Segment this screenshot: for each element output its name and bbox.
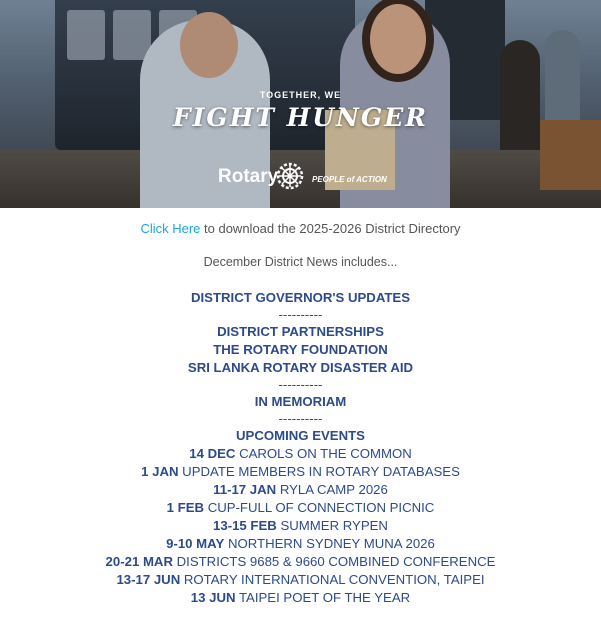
event-name: ROTARY INTERNATIONAL CONVENTION, TAIPEI	[180, 572, 485, 587]
event-date: 13-17 JUN	[116, 572, 181, 587]
section-in-memoriam[interactable]: IN MEMORIAM	[254, 394, 347, 409]
separator: ----------	[278, 307, 323, 322]
event-item[interactable]	[0, 553, 601, 571]
section-sri-lanka-aid[interactable]: SRI LANKA ROTARY DISASTER AID	[187, 360, 414, 375]
separator: ----------	[278, 377, 323, 392]
event-date: 13-15 FEB	[213, 518, 277, 533]
hero-banner	[0, 0, 601, 208]
section-governor-updates[interactable]: DISTRICT GOVERNOR'S UPDATES	[190, 290, 411, 305]
hero-tagline-small: TOGETHER, WE	[259, 90, 342, 100]
event-name: CAROLS ON THE COMMON	[235, 446, 412, 461]
event-item[interactable]	[0, 481, 601, 499]
event-date: 9-10 MAY	[166, 536, 225, 551]
click-here-link[interactable]: Click Here	[140, 221, 201, 236]
event-date: 11-17 JAN	[213, 482, 277, 497]
event-date: 1 JAN	[141, 464, 179, 479]
rotary-wheel-icon	[276, 162, 304, 190]
separator: ----------	[278, 411, 323, 426]
event-name: CUP-FULL OF CONNECTION PICNIC	[204, 500, 435, 515]
hero-tagline-big: FIGHT HUNGER	[172, 103, 429, 132]
event-item[interactable]	[0, 517, 601, 535]
section-upcoming-events[interactable]: UPCOMING EVENTS	[236, 428, 365, 443]
people-of-action-text: PEOPLE of ACTION	[312, 175, 387, 184]
event-date: 1 FEB	[166, 500, 205, 515]
directory-download-line	[0, 221, 601, 236]
rotary-logo-text: Rotary	[218, 166, 279, 187]
event-name: SUMMER RYPEN	[276, 518, 388, 533]
event-date: 14 DEC	[189, 446, 236, 461]
event-item[interactable]	[0, 535, 601, 553]
event-date: 13 JUN	[190, 590, 236, 605]
event-name: DISTRICTS 9685 & 9660 COMBINED CONFERENCE	[172, 554, 496, 569]
event-name: NORTHERN SYDNEY MUNA 2026	[224, 536, 435, 551]
section-district-partnerships[interactable]: DISTRICT PARTNERSHIPS	[217, 324, 384, 339]
newsletter-contents	[0, 289, 601, 607]
section-rotary-foundation[interactable]: THE ROTARY FOUNDATION	[213, 342, 388, 357]
event-name: TAIPEI POET OF THE YEAR	[235, 590, 411, 605]
event-item[interactable]	[0, 571, 601, 589]
event-item[interactable]	[0, 499, 601, 517]
event-item[interactable]	[0, 589, 601, 607]
event-date: 20-21 MAR	[105, 554, 173, 569]
event-name: RYLA CAMP 2026	[276, 482, 388, 497]
event-item[interactable]	[0, 445, 601, 463]
event-name: UPDATE MEMBERS IN ROTARY DATABASES	[178, 464, 460, 479]
event-item[interactable]	[0, 463, 601, 481]
directory-download-text: to download the 2025-2026 District Directory	[200, 221, 461, 236]
newsletter-intro: December District News includes...	[203, 255, 398, 269]
